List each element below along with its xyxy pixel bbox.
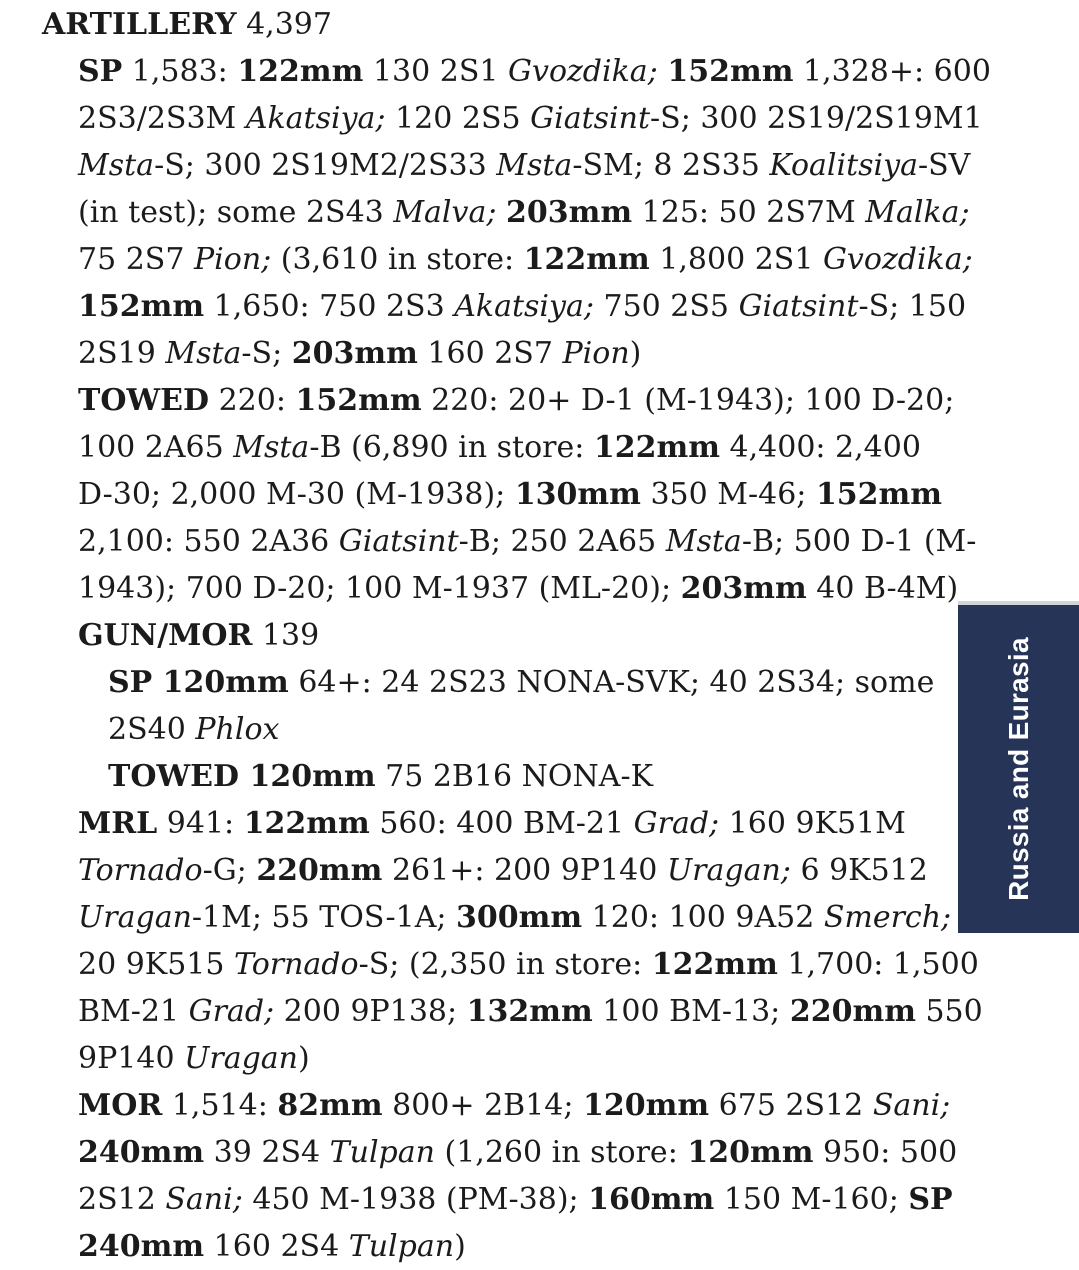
text-segment: Gvozdika; bbox=[508, 54, 658, 89]
text-segment: 9P140 bbox=[78, 1041, 185, 1076]
text-segment: 20 9K515 bbox=[78, 947, 235, 982]
text-line bbox=[42, 330, 991, 377]
text-segment: 203mm bbox=[291, 336, 418, 371]
text-segment: -SV bbox=[917, 148, 971, 183]
text-segment: Tulpan bbox=[329, 1135, 435, 1170]
text-segment: 75 2S7 bbox=[78, 242, 194, 277]
text-segment: Akatsiya; bbox=[454, 289, 594, 324]
text-line bbox=[42, 1082, 991, 1129]
text-segment: 122mm bbox=[237, 54, 364, 89]
text-segment: Pion bbox=[562, 336, 630, 371]
text-segment: -S; 300 2S19/2S19M1 bbox=[650, 101, 983, 136]
text-segment: 125: 50 2S7M bbox=[632, 195, 866, 230]
text-segment: Msta bbox=[78, 148, 155, 183]
text-segment: Tulpan bbox=[348, 1229, 455, 1264]
text-segment: 100 2A65 bbox=[78, 430, 234, 465]
text-segment: 2,100: 550 2A36 bbox=[78, 524, 339, 559]
text-segment: 122mm bbox=[651, 947, 778, 982]
text-line bbox=[42, 706, 991, 753]
text-line bbox=[42, 377, 991, 424]
text-segment: Akatsiya; bbox=[245, 101, 386, 136]
text-segment: -S; bbox=[241, 336, 292, 371]
text-segment: Giatsint bbox=[530, 101, 651, 136]
text-segment: 152mm bbox=[295, 383, 422, 418]
text-segment: TOWED 120mm bbox=[108, 759, 376, 794]
text-segment: MRL bbox=[78, 806, 158, 841]
text-line bbox=[42, 941, 991, 988]
text-segment bbox=[496, 195, 506, 230]
text-segment: 675 2S12 bbox=[709, 1088, 873, 1123]
text-line bbox=[42, 988, 991, 1035]
text-segment: MOR bbox=[78, 1088, 163, 1123]
document-content bbox=[42, 1, 991, 1270]
text-line bbox=[42, 753, 991, 800]
text-segment: Uragan; bbox=[666, 853, 791, 888]
text-segment: 941: bbox=[157, 806, 244, 841]
text-segment: 82mm bbox=[277, 1088, 383, 1123]
text-segment: (in test); some 2S43 bbox=[78, 195, 394, 230]
text-segment: 1,800 2S1 bbox=[649, 242, 823, 277]
text-line bbox=[42, 471, 991, 518]
text-line bbox=[42, 283, 991, 330]
text-segment: 75 2B16 NONA-K bbox=[375, 759, 653, 794]
text-segment: Gvozdika; bbox=[822, 242, 973, 277]
text-segment: 160 2S4 bbox=[204, 1229, 349, 1264]
text-segment: 550 bbox=[915, 994, 983, 1029]
text-segment: 122mm bbox=[243, 806, 370, 841]
text-segment: ARTILLERY bbox=[42, 7, 237, 42]
text-segment: 152mm bbox=[667, 54, 794, 89]
text-segment: -B; 250 2A65 bbox=[458, 524, 666, 559]
text-segment: 64+: 24 2S23 NONA-SVK; 40 2S34; some bbox=[288, 665, 935, 700]
text-segment: Tornado bbox=[78, 853, 203, 888]
text-segment: 240mm bbox=[78, 1135, 205, 1170]
text-line bbox=[42, 518, 991, 565]
text-segment: GUN/MOR bbox=[78, 618, 253, 653]
text-segment: 220mm bbox=[789, 994, 916, 1029]
text-segment: BM-21 bbox=[78, 994, 189, 1029]
text-segment: Grad; bbox=[633, 806, 720, 841]
text-segment: 132mm bbox=[466, 994, 593, 1029]
text-line bbox=[42, 1176, 991, 1223]
text-segment: Koalitsiya bbox=[769, 148, 918, 183]
text-line bbox=[42, 424, 991, 471]
text-segment: -S; (2,350 in store: bbox=[358, 947, 652, 982]
text-line bbox=[42, 48, 991, 95]
text-segment: 2S40 bbox=[108, 712, 196, 747]
text-segment: 1,328+: 600 bbox=[793, 54, 991, 89]
text-segment: -B; 500 D-1 (M- bbox=[741, 524, 977, 559]
text-line bbox=[42, 1, 991, 48]
text-segment: (3,610 in store: bbox=[271, 242, 524, 277]
text-line bbox=[42, 612, 991, 659]
text-segment: Tornado bbox=[234, 947, 359, 982]
text-segment: 800+ 2B14; bbox=[382, 1088, 584, 1123]
text-line bbox=[42, 142, 991, 189]
text-segment: Malva; bbox=[393, 195, 497, 230]
text-segment: 139 bbox=[252, 618, 320, 653]
text-segment: 203mm bbox=[680, 571, 807, 606]
text-segment: Phlox bbox=[195, 712, 280, 747]
text-segment: Malka; bbox=[865, 195, 970, 230]
text-segment: 122mm bbox=[593, 430, 720, 465]
text-line bbox=[42, 95, 991, 142]
text-segment: 220mm bbox=[256, 853, 383, 888]
text-segment: SP bbox=[908, 1182, 953, 1217]
text-segment: 2S3/2S3M bbox=[78, 101, 246, 136]
text-segment: 4,397 bbox=[236, 7, 332, 42]
text-line bbox=[42, 1129, 991, 1176]
text-segment: 120: 100 9A52 bbox=[582, 900, 824, 935]
text-segment: Msta bbox=[165, 336, 242, 371]
text-segment: 120 2S5 bbox=[385, 101, 531, 136]
text-segment: 220: 20+ D-1 (M-1943); 100 D-20; bbox=[421, 383, 955, 418]
text-segment: 203mm bbox=[506, 195, 633, 230]
text-segment: Uragan bbox=[184, 1041, 298, 1076]
text-segment: 220: bbox=[209, 383, 296, 418]
text-segment: 152mm bbox=[815, 477, 943, 512]
text-segment: 950: 500 bbox=[813, 1135, 958, 1170]
text-segment: Sani; bbox=[872, 1088, 951, 1123]
text-line bbox=[42, 847, 991, 894]
text-segment: 130 2S1 bbox=[363, 54, 509, 89]
text-line bbox=[42, 189, 991, 236]
text-segment: 160 9K51M bbox=[719, 806, 906, 841]
text-segment: 2S19 bbox=[78, 336, 166, 371]
text-segment: 450 M-1938 (PM-38); bbox=[242, 1182, 589, 1217]
section-edge-tab-russia-and-eurasia bbox=[958, 601, 1079, 933]
text-segment: 100 BM-13; bbox=[592, 994, 790, 1029]
text-segment: -S; 300 2S19M2/2S33 bbox=[154, 148, 497, 183]
text-line bbox=[42, 565, 991, 612]
text-segment: -S; 150 bbox=[858, 289, 967, 324]
text-segment: 160mm bbox=[588, 1182, 715, 1217]
text-segment: 750 2S5 bbox=[593, 289, 739, 324]
text-segment: 1943); 700 D-20; 100 M-1937 (ML-20); bbox=[78, 571, 681, 606]
text-segment: Sani; bbox=[165, 1182, 243, 1217]
text-segment: Msta bbox=[233, 430, 310, 465]
text-segment: 40 B-4M) bbox=[806, 571, 959, 606]
text-segment: 4,400: 2,400 bbox=[719, 430, 921, 465]
text-segment: 120mm bbox=[687, 1135, 814, 1170]
text-segment: ) bbox=[298, 1041, 310, 1076]
text-segment: Smerch; bbox=[823, 900, 952, 935]
text-segment: 240mm bbox=[78, 1229, 205, 1264]
text-segment: Pion; bbox=[193, 242, 272, 277]
text-line bbox=[42, 1035, 991, 1082]
text-line bbox=[42, 1223, 991, 1270]
text-segment: Msta bbox=[496, 148, 573, 183]
text-segment: 1,514: bbox=[162, 1088, 278, 1123]
text-segment: Msta bbox=[665, 524, 742, 559]
text-segment: 1,650: 750 2S3 bbox=[204, 289, 455, 324]
text-segment: TOWED bbox=[78, 383, 210, 418]
text-segment: SP bbox=[78, 54, 123, 89]
text-segment: 560: 400 BM-21 bbox=[369, 806, 634, 841]
text-segment: 120mm bbox=[583, 1088, 710, 1123]
text-segment: 1,700: 1,500 bbox=[777, 947, 979, 982]
text-line bbox=[42, 659, 991, 706]
text-segment: 150 M-160; bbox=[714, 1182, 909, 1217]
text-segment: Giatsint bbox=[338, 524, 459, 559]
text-segment: 1,583: bbox=[122, 54, 238, 89]
text-segment: 6 9K512 bbox=[790, 853, 928, 888]
text-line bbox=[42, 894, 991, 941]
text-segment: Giatsint bbox=[738, 289, 859, 324]
text-line bbox=[42, 236, 991, 283]
text-segment: 130mm bbox=[514, 477, 641, 512]
text-segment: -1M; 55 TOS-1A; bbox=[191, 900, 457, 935]
text-segment: 261+: 200 9P140 bbox=[382, 853, 667, 888]
text-segment: 350 M-46; bbox=[640, 477, 816, 512]
text-segment bbox=[658, 54, 668, 89]
text-segment: -B (6,890 in store: bbox=[309, 430, 594, 465]
text-segment: (1,260 in store: bbox=[434, 1135, 688, 1170]
text-segment: Uragan bbox=[78, 900, 192, 935]
text-segment: 200 9P138; bbox=[274, 994, 467, 1029]
text-line bbox=[42, 800, 991, 847]
text-segment: Grad; bbox=[188, 994, 275, 1029]
text-segment: 122mm bbox=[523, 242, 650, 277]
text-segment: 160 2S7 bbox=[417, 336, 563, 371]
text-segment: ) bbox=[629, 336, 642, 371]
text-segment: -G; bbox=[202, 853, 257, 888]
text-segment: 39 2S4 bbox=[204, 1135, 330, 1170]
text-segment: 2S12 bbox=[78, 1182, 166, 1217]
text-segment: D-30; 2,000 M-30 (M-1938); bbox=[78, 477, 515, 512]
text-segment: SP 120mm bbox=[108, 665, 289, 700]
text-segment: 300mm bbox=[456, 900, 583, 935]
section-edge-tab-label: Russia and Eurasia bbox=[1002, 637, 1034, 901]
text-segment: ) bbox=[454, 1229, 466, 1264]
text-segment: -SM; 8 2S35 bbox=[572, 148, 770, 183]
text-segment: 152mm bbox=[78, 289, 205, 324]
